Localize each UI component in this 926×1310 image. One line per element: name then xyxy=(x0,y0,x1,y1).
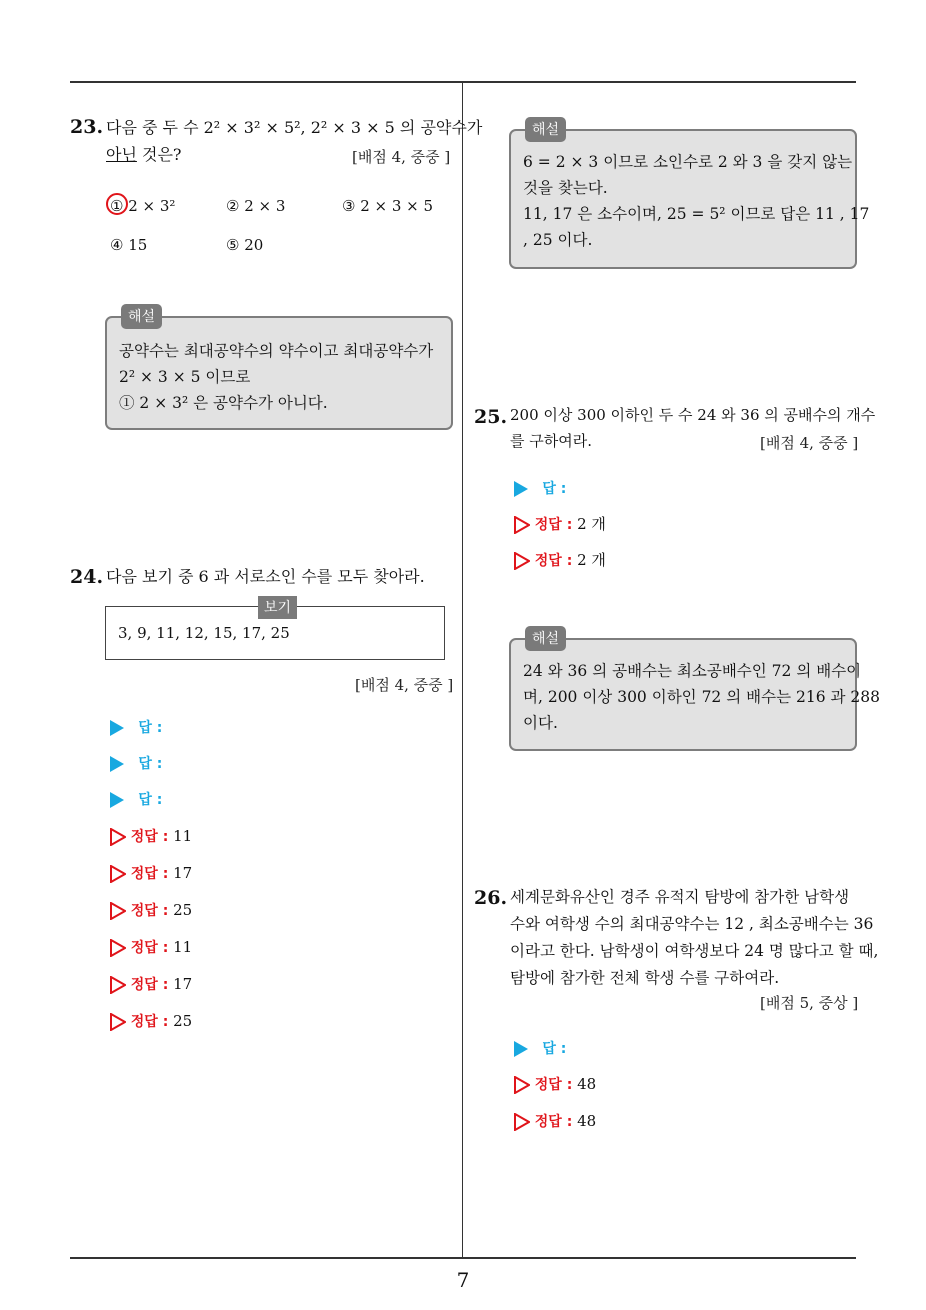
explanation-line: 2² × 3 × 5 이므로 xyxy=(119,368,251,386)
answer-row[interactable] xyxy=(110,716,162,738)
question-26-line: 이라고 한다. 남학생이 여학생보다 24 명 많다고 할 때, xyxy=(510,942,879,960)
open-arrow-icon xyxy=(110,828,126,846)
option-3[interactable]: ③ 2 × 3 × 5 xyxy=(342,197,434,215)
question-23-meta: [배점 4, 중중 ] xyxy=(352,148,451,166)
answer-arrow-icon xyxy=(110,756,124,772)
option-2[interactable]: ② 2 × 3 xyxy=(226,197,286,215)
answer-row[interactable] xyxy=(514,477,566,499)
open-arrow-icon xyxy=(110,1013,126,1031)
explanation-text xyxy=(523,149,869,253)
question-24-text: 다음 보기 중 6 과 서로소인 수를 모두 찾아라. xyxy=(106,567,425,586)
question-26-line: 탐방에 참가한 전체 학생 수를 구하여라. xyxy=(510,969,780,987)
explanation-tag: 해설 xyxy=(525,626,566,651)
answer-label: 답 : xyxy=(542,481,567,497)
answer-row[interactable] xyxy=(110,752,162,774)
correct-label: 정답 : xyxy=(130,940,169,956)
page-number: 7 xyxy=(456,1268,470,1292)
answer-row[interactable] xyxy=(514,1037,566,1059)
question-23-explanation-box xyxy=(105,309,453,430)
column-divider xyxy=(462,83,463,1258)
question-25-text-line2: 를 구하여라. xyxy=(510,432,592,450)
correct-label: 정답 : xyxy=(130,866,169,882)
correct-value: 11 xyxy=(173,938,193,956)
explanation-tag: 해설 xyxy=(121,304,162,329)
option-4[interactable]: ④ 15 xyxy=(110,236,148,254)
question-26-meta: [배점 5, 중상 ] xyxy=(760,994,859,1012)
question-23-text-line1: 다음 중 두 수 2² × 3² × 5², 2² × 3 × 5 의 공약수가 xyxy=(106,118,483,137)
answer-arrow-icon xyxy=(110,720,124,736)
answer-arrow-icon xyxy=(514,1041,528,1057)
correct-answer-row xyxy=(514,1073,596,1095)
question-26-number: 26. xyxy=(474,887,508,909)
correct-value: 48 xyxy=(577,1075,597,1093)
answer-arrow-icon xyxy=(514,481,528,497)
correct-value: 2 개 xyxy=(577,551,606,569)
correct-value: 48 xyxy=(577,1112,597,1130)
correct-answer-row xyxy=(110,1010,192,1032)
selected-circle-mark xyxy=(106,193,128,215)
correct-answer-row xyxy=(514,513,606,535)
open-arrow-icon xyxy=(514,516,530,534)
explanation-line: ① 2 × 3² 은 공약수가 아니다. xyxy=(119,394,328,412)
question-23-text-rest: 것은? xyxy=(136,145,182,164)
question-26-text xyxy=(510,884,878,992)
explanation-text xyxy=(523,658,880,736)
answer-label: 답 : xyxy=(542,1041,567,1057)
question-23-number: 23. xyxy=(70,116,104,138)
answer-arrow-icon xyxy=(110,792,124,808)
bottom-rule xyxy=(70,1257,856,1259)
bogi-content: 3, 9, 11, 12, 15, 17, 25 xyxy=(118,624,290,642)
question-25-explanation-box xyxy=(509,631,880,751)
correct-answer-row xyxy=(110,973,192,995)
correct-answer-row xyxy=(110,862,192,884)
question-24-meta: [배점 4, 중중 ] xyxy=(355,676,454,694)
correct-label: 정답 : xyxy=(534,1114,573,1130)
open-arrow-icon xyxy=(110,865,126,883)
option-1[interactable] xyxy=(110,197,175,215)
correct-label: 정답 : xyxy=(534,517,573,533)
explanation-line: 6 = 2 × 3 이므로 소인수로 2 와 3 을 갖지 않는 xyxy=(523,153,853,171)
correct-value: 17 xyxy=(173,975,193,993)
option-5[interactable]: ⑤ 20 xyxy=(226,236,264,254)
correct-value: 17 xyxy=(173,864,193,882)
correct-answer-row xyxy=(110,825,192,847)
explanation-line: 이다. xyxy=(523,714,558,732)
explanation-tag: 해설 xyxy=(525,117,566,142)
open-arrow-icon xyxy=(514,1076,530,1094)
correct-value: 11 xyxy=(173,827,193,845)
underlined-word: 아닌 xyxy=(106,145,137,164)
answer-label: 답 : xyxy=(138,720,163,736)
correct-label: 정답 : xyxy=(130,903,169,919)
explanation-text xyxy=(119,338,433,416)
bogi-tag: 보기 xyxy=(258,596,297,619)
question-24-explanation-box xyxy=(509,122,870,269)
correct-label: 정답 : xyxy=(130,977,169,993)
question-26-line: 세계문화유산인 경주 유적지 탐방에 참가한 남학생 xyxy=(510,888,850,906)
correct-value: 25 xyxy=(173,1012,193,1030)
question-25-number: 25. xyxy=(474,406,508,428)
open-arrow-icon xyxy=(514,552,530,570)
explanation-line: 공약수는 최대공약수의 약수이고 최대공약수가 xyxy=(119,342,434,360)
open-arrow-icon xyxy=(110,902,126,920)
correct-answer-row xyxy=(514,549,606,571)
question-23-text-line2 xyxy=(106,141,182,168)
explanation-line: 24 와 36 의 공배수는 최소공배수인 72 의 배수이 xyxy=(523,662,862,680)
correct-label: 정답 : xyxy=(534,1077,573,1093)
explanation-line: 11, 17 은 소수이며, 25 = 5² 이므로 답은 11 , 17 xyxy=(523,205,870,223)
answer-row[interactable] xyxy=(110,788,162,810)
explanation-line: , 25 이다. xyxy=(523,231,593,249)
correct-answer-row xyxy=(110,899,192,921)
correct-label: 정답 : xyxy=(130,829,169,845)
answer-label: 답 : xyxy=(138,756,163,772)
explanation-line: 것을 찾는다. xyxy=(523,179,608,197)
question-26-line: 수와 여학생 수의 최대공약수는 12 , 최소공배수는 36 xyxy=(510,915,874,933)
explanation-line: 며, 200 이상 300 이하인 72 의 배수는 216 과 288 xyxy=(523,688,880,706)
correct-value: 25 xyxy=(173,901,193,919)
open-arrow-icon xyxy=(110,976,126,994)
question-24-number: 24. xyxy=(70,566,104,588)
correct-label: 정답 : xyxy=(130,1014,169,1030)
correct-label: 정답 : xyxy=(534,553,573,569)
correct-answer-row xyxy=(110,936,192,958)
correct-value: 2 개 xyxy=(577,515,606,533)
option-1-label: ① 2 × 3² xyxy=(110,197,176,215)
correct-answer-row xyxy=(514,1110,596,1132)
question-25-meta: [배점 4, 중중 ] xyxy=(760,434,859,452)
open-arrow-icon xyxy=(514,1113,530,1131)
bogi-box xyxy=(105,600,445,660)
open-arrow-icon xyxy=(110,939,126,957)
top-rule xyxy=(70,81,856,83)
answer-label: 답 : xyxy=(138,792,163,808)
question-25-text-line1: 200 이상 300 이하인 두 수 24 와 36 의 공배수의 개수 xyxy=(510,406,876,424)
